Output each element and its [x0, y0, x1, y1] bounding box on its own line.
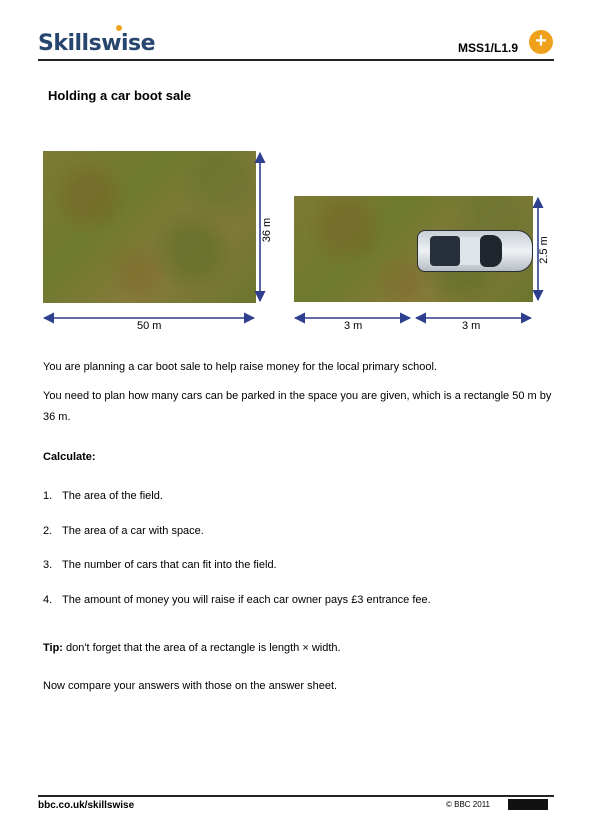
compare-paragraph: Now compare your answers with those on the answer sheet.: [43, 680, 338, 692]
plus-icon: +: [529, 30, 553, 54]
tip-text: don't forget that the area of a rectangle is length × width.: [62, 642, 341, 654]
worksheet-code: MSS1/L1.9: [458, 41, 519, 55]
footer-bar: [508, 799, 548, 810]
footer-link[interactable]: bbc.co.uk/skillswise: [38, 800, 135, 811]
list-item: 4. The amount of money you will raise if each car owner pays £3 entrance fee.: [43, 594, 431, 606]
plan-paragraph: You need to plan how many cars can be parked in the space you are given, which is a rectangle 50 m by 36 m.: [43, 390, 552, 423]
segment-left-label: 3 m: [344, 320, 363, 332]
footer-rule: [38, 795, 554, 797]
field-width-label: 50 m: [137, 320, 162, 332]
calculate-heading: Calculate:: [43, 451, 96, 463]
copyright: © BBC 2011: [446, 800, 490, 809]
tip-paragraph: [43, 642, 341, 654]
skillswise-logo: Skillswise: [38, 31, 156, 56]
list-item: 3. The number of cars that can fit into the field.: [43, 559, 277, 571]
car-height-label: 2.5 m: [537, 236, 550, 264]
segment-right-label: 3 m: [462, 320, 481, 332]
tip-label: Tip:: [43, 642, 63, 654]
list-item: 2. The area of a car with space.: [43, 525, 204, 537]
intro-paragraph: You are planning a car boot sale to help raise money for the local primary school.: [43, 361, 437, 373]
page-title: Holding a car boot sale: [48, 88, 192, 103]
list-item: 1. The area of the field.: [43, 490, 163, 502]
field-height-label: 36 m: [261, 217, 274, 243]
